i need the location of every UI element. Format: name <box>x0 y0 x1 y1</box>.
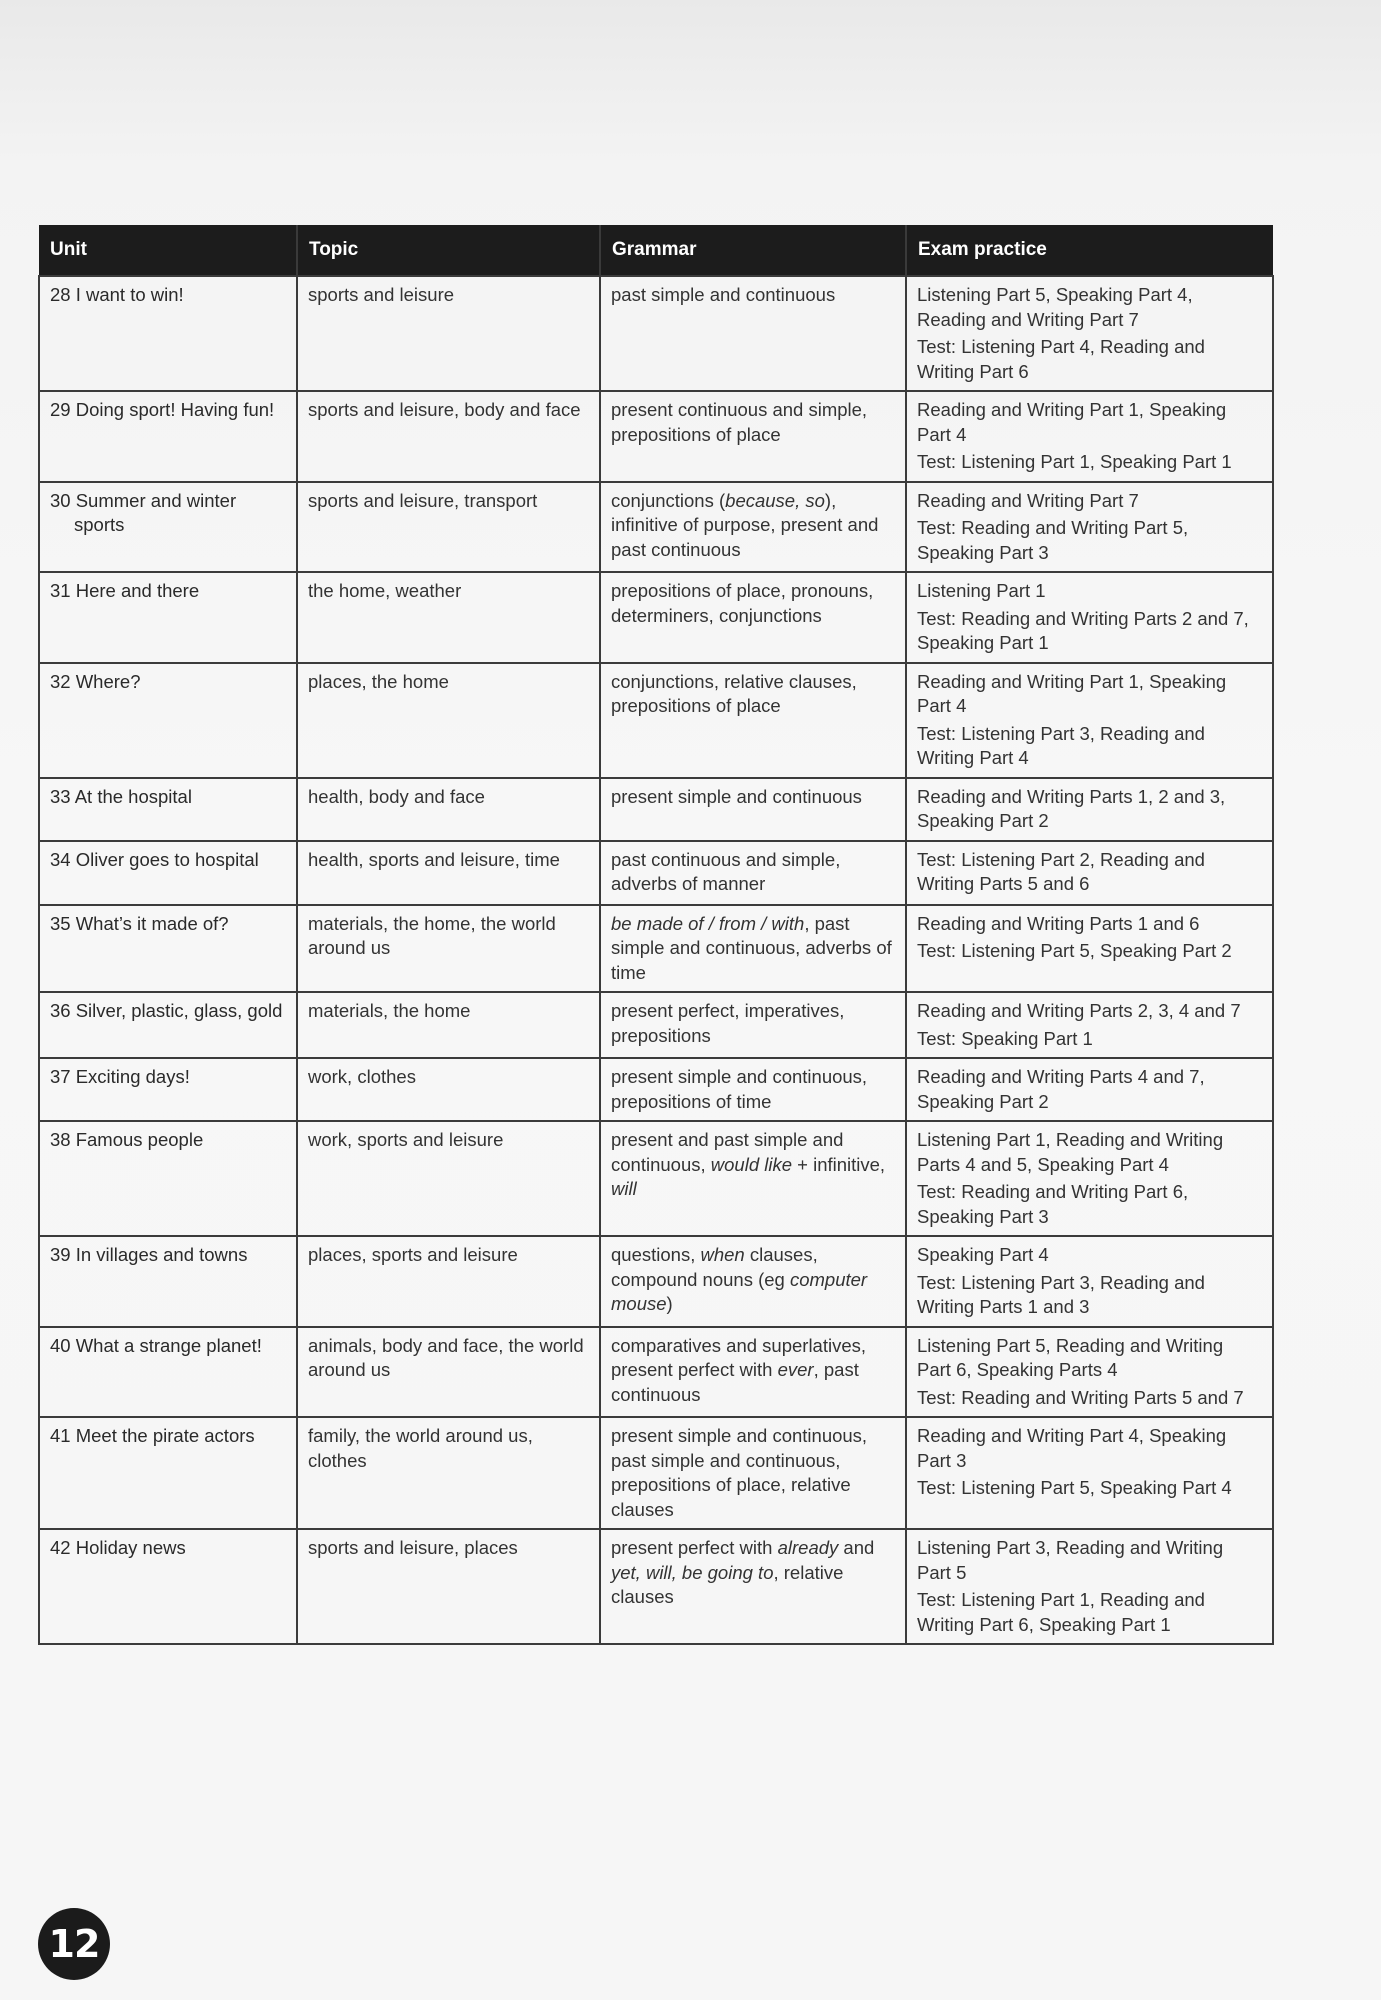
topic-cell: health, sports and leisure, time <box>297 841 600 905</box>
unit-cell: 38 Famous people <box>39 1121 297 1236</box>
exam-test-text: Test: Reading and Writing Parts 5 and 7 <box>917 1386 1244 1408</box>
grammar-cell <box>600 905 906 993</box>
unit-cell: 41 Meet the pirate actors <box>39 1417 297 1529</box>
exam-cell <box>906 1121 1273 1236</box>
exam-test-text: Test: Reading and Writing Part 6, Speaking Part 3 <box>917 1181 1189 1227</box>
grammar-cell: past continuous and simple, adverbs of manner <box>600 841 906 905</box>
exam-cell <box>906 905 1273 993</box>
exam-cell <box>906 482 1273 573</box>
unit-cell: 28 I want to win! <box>39 276 297 391</box>
unit-cell: 37 Exciting days! <box>39 1058 297 1121</box>
exam-practice-text: Reading and Writing Part 7 <box>917 489 1139 511</box>
unit-cell: 39 In villages and towns <box>39 1236 297 1327</box>
exam-test-text: Test: Speaking Part 1 <box>917 1027 1093 1049</box>
unit-cell <box>39 482 297 573</box>
table-row <box>39 482 1273 573</box>
table-row <box>39 391 1273 482</box>
exam-test-text: Test: Listening Part 3, Reading and Writing Parts 1 and 3 <box>917 1271 1205 1317</box>
unit-cell: 32 Where? <box>39 663 297 778</box>
table-row <box>39 905 1273 993</box>
exam-practice-text: Reading and Writing Parts 1 and 6 <box>917 912 1200 934</box>
grammar-italic-text: would like <box>710 1153 793 1175</box>
table-row <box>39 572 1273 663</box>
grammar-cell <box>600 1529 906 1644</box>
exam-cell <box>906 276 1273 391</box>
exam-practice-text: Reading and Writing Parts 1, 2 and 3, Speaking Part 2 <box>917 785 1226 831</box>
grammar-text: present perfect with <box>611 1537 778 1558</box>
exam-practice-text: Reading and Writing Parts 4 and 7, Speaking Part 2 <box>917 1066 1205 1112</box>
exam-test-text: Test: Listening Part 1, Reading and Writing Part 6, Speaking Part 1 <box>917 1589 1205 1635</box>
topic-cell: sports and leisure, places <box>297 1529 600 1644</box>
topic-cell: the home, weather <box>297 572 600 663</box>
topic-cell: places, sports and leisure <box>297 1236 600 1327</box>
grammar-cell: present perfect, imperatives, prepositions <box>600 992 906 1058</box>
exam-test-text: Test: Listening Part 2, Reading and Writing Parts 5 and 6 <box>917 848 1205 894</box>
topic-cell: animals, body and face, the world around us <box>297 1327 600 1418</box>
table-row <box>39 1417 1273 1529</box>
exam-cell <box>906 778 1273 841</box>
contents-table <box>38 225 1274 1645</box>
unit-cell <box>39 992 297 1058</box>
grammar-cell <box>600 1327 906 1418</box>
grammar-text: and <box>838 1537 875 1558</box>
grammar-text: ) <box>666 1293 673 1314</box>
exam-test-text: Test: Listening Part 4, Reading and Writing Part 6 <box>917 336 1205 382</box>
grammar-italic-text: yet, will, be going to <box>611 1561 774 1583</box>
page-number-badge: 12 <box>38 1908 110 1980</box>
exam-test-text: Test: Listening Part 3, Reading and Writing Part 4 <box>917 722 1205 768</box>
exam-practice-text: Listening Part 3, Reading and Writing Part 5 <box>917 1537 1224 1583</box>
grammar-cell: conjunctions, relative clauses, prepositions of place <box>600 663 906 778</box>
grammar-cell <box>600 1121 906 1236</box>
topic-cell: health, body and face <box>297 778 600 841</box>
table-row <box>39 1121 1273 1236</box>
header-exam-practice: Exam practice <box>906 225 1273 276</box>
grammar-italic-text: ever <box>777 1359 814 1380</box>
table-row <box>39 663 1273 778</box>
topic-cell: materials, the home <box>297 992 600 1058</box>
unit-cell: 29 Doing sport! Having fun! <box>39 391 297 482</box>
topic-cell: family, the world around us, clothes <box>297 1417 600 1529</box>
grammar-text: , past simple and continuous, adverbs of time <box>611 912 892 983</box>
grammar-cell: prepositions of place, pronouns, determiners, conjunctions <box>600 572 906 663</box>
exam-cell <box>906 841 1273 905</box>
table-header-row <box>39 225 1273 276</box>
topic-cell: materials, the home, the world around us <box>297 905 600 993</box>
grammar-italic-text: already <box>777 1537 839 1558</box>
topic-cell: work, clothes <box>297 1058 600 1121</box>
grammar-cell <box>600 482 906 573</box>
exam-practice-text: Listening Part 5, Reading and Writing Part 6, Speaking Parts 4 <box>917 1334 1224 1380</box>
unit-cell: 40 What a strange planet! <box>39 1327 297 1418</box>
exam-practice-text: Listening Part 5, Speaking Part 4, Reading and Writing Part 7 <box>917 284 1193 330</box>
exam-cell <box>906 1417 1273 1529</box>
grammar-cell: past simple and continuous <box>600 276 906 391</box>
exam-practice-text: Reading and Writing Parts 2, 3, 4 and 7 <box>917 1000 1241 1021</box>
exam-test-text: Test: Reading and Writing Part 5, Speaking Part 3 <box>917 517 1189 563</box>
grammar-text: , past continuous <box>611 1359 859 1405</box>
exam-practice-text: Reading and Writing Part 1, Speaking Part 4 <box>917 399 1227 445</box>
exam-cell <box>906 572 1273 663</box>
grammar-text: clauses, compound nouns (eg <box>611 1244 818 1290</box>
grammar-italic-text: because, so <box>725 489 825 511</box>
topic-cell: places, the home <box>297 663 600 778</box>
grammar-text: present and past simple and continuous, <box>611 1129 844 1175</box>
table-row <box>39 1327 1273 1418</box>
exam-practice-text: Listening Part 1, Reading and Writing Parts 4 and 5, Speaking Part 4 <box>917 1129 1224 1175</box>
grammar-text: ), infinitive of purpose, present and past continuous <box>611 489 879 560</box>
exam-cell <box>906 663 1273 778</box>
unit-cell: 31 Here and there <box>39 572 297 663</box>
exam-cell <box>906 1058 1273 1121</box>
exam-cell <box>906 1327 1273 1418</box>
unit-title: 30 Summer and winter sports <box>50 489 237 535</box>
table-row <box>39 992 1273 1058</box>
exam-cell <box>906 1529 1273 1644</box>
grammar-cell <box>600 1236 906 1327</box>
header-unit: Unit <box>39 225 297 276</box>
exam-practice-text: Reading and Writing Part 1, Speaking Part 4 <box>917 670 1227 716</box>
exam-cell <box>906 1236 1273 1327</box>
table-row <box>39 276 1273 391</box>
grammar-italic-text: be made of / from / with <box>611 912 805 934</box>
grammar-italic-text: will <box>611 1178 637 1199</box>
table-row <box>39 1529 1273 1644</box>
unit-cell: 34 Oliver goes to hospital <box>39 841 297 905</box>
table-row <box>39 778 1273 841</box>
header-topic: Topic <box>297 225 600 276</box>
exam-cell <box>906 992 1273 1058</box>
grammar-cell: present simple and continuous <box>600 778 906 841</box>
topic-cell: sports and leisure, transport <box>297 482 600 573</box>
topic-cell: sports and leisure, body and face <box>297 391 600 482</box>
exam-practice-text: Reading and Writing Part 4, Speaking Part 3 <box>917 1425 1227 1471</box>
exam-test-text: Test: Listening Part 5, Speaking Part 4 <box>917 1477 1232 1498</box>
grammar-text: conjunctions ( <box>611 489 726 511</box>
grammar-cell: present simple and continuous, prepositions of time <box>600 1058 906 1121</box>
exam-practice-text: Listening Part 1 <box>917 580 1046 601</box>
exam-test-text: Test: Listening Part 5, Speaking Part 2 <box>917 940 1232 961</box>
exam-cell <box>906 391 1273 482</box>
exam-test-text: Test: Listening Part 1, Speaking Part 1 <box>917 451 1232 472</box>
exam-practice-text: Speaking Part 4 <box>917 1244 1049 1265</box>
grammar-text: + infinitive, <box>792 1153 886 1175</box>
grammar-text: comparatives and superlatives, present perfect with <box>611 1334 867 1380</box>
table-row <box>39 841 1273 905</box>
topic-cell: work, sports and leisure <box>297 1121 600 1236</box>
unit-cell: 42 Holiday news <box>39 1529 297 1644</box>
grammar-italic-text: when <box>700 1244 745 1265</box>
table-row <box>39 1236 1273 1327</box>
unit-title: 36 Silver, plastic, glass, gold <box>50 1000 283 1021</box>
unit-cell: 33 At the hospital <box>39 778 297 841</box>
grammar-text: questions, <box>611 1244 701 1265</box>
header-grammar: Grammar <box>600 225 906 276</box>
grammar-cell: present continuous and simple, prepositions of place <box>600 391 906 482</box>
table-row <box>39 1058 1273 1121</box>
exam-test-text: Test: Reading and Writing Parts 2 and 7, Speaking Part 1 <box>917 607 1249 653</box>
grammar-text: , relative clauses <box>611 1561 844 1607</box>
unit-cell: 35 What’s it made of? <box>39 905 297 993</box>
grammar-italic-text: computer mouse <box>611 1268 868 1314</box>
topic-cell: sports and leisure <box>297 276 600 391</box>
grammar-cell: present simple and continuous, past simple and continuous, prepositions of place, relative clauses <box>600 1417 906 1529</box>
